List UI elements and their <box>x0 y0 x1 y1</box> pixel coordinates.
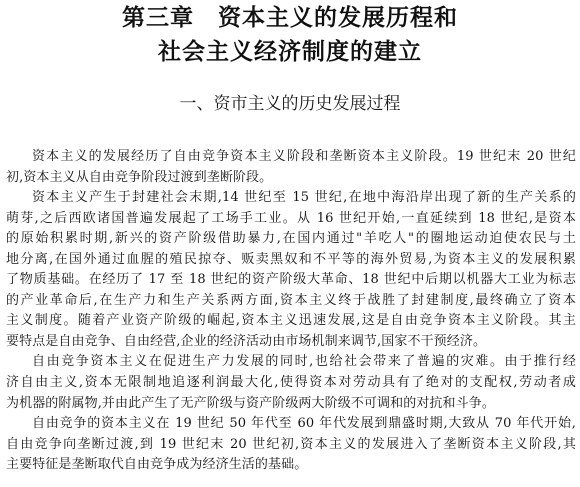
paragraph-4-line: 自由竞争的资本主义在 19 世纪 50 年代至 60 年代发展到鼎盛时期,大致从 70 年代开始, <box>32 416 576 432</box>
paragraph-2-line: 的原始积累时期,新兴的资产阶级借助暴力,在国内通过"羊吃人"的圈地运动迫使农民与土 <box>6 231 576 247</box>
paragraph-2-line: 要特点是自由竞争、自由经营,企业的经济活动由市场机制来调节,国家不干预经济。 <box>6 333 487 349</box>
paragraph-2-line: 萌芽,之后西欧诸国普遍发展起了工场手工业。从 16 世纪开始,一直延续到 18 世纪,是资本 <box>6 210 576 226</box>
paragraph-2-line: 的产业革命后,在生产力和生产关系两方面,资本主义终于战胜了封建制度,最终确立了资本 <box>6 292 576 308</box>
body-text <box>6 147 576 476</box>
paragraph-4-line: 自由竞争向垄断过渡,到 19 世纪末 20 世纪初,资本主义的发展进入了垄断资本主义阶段,其 <box>6 436 576 452</box>
paragraph-4-line: 主要特征是垄断取代自由竞争成为经济生活的基础。 <box>6 457 308 473</box>
paragraph-1-line: 初,资本主义从自由竞争阶段过渡到垄断阶段。 <box>6 169 273 185</box>
paragraph-3-line: 济自由主义,资本无限制地追逐利润最大化,使得资本对劳动具有了绝对的支配权,劳动者成 <box>6 375 576 391</box>
chapter-title-line-2: 社会主义经济制度的建立 <box>158 39 422 65</box>
paragraph-2-line: 地分离,在国外通过血腥的殖民掠夺、贩卖黑奴和不平等的海外贸易,为资本主义的发展积累 <box>6 251 576 267</box>
section-heading: 一、资市主义的历史发展过程 <box>179 94 401 114</box>
chapter-title-line-1: 第三章 资本主义的发展历程和 <box>122 5 458 31</box>
paragraph-3-line: 为机器的附属物,并由此产生了无产阶级与资产阶级两大阶级不可调和的对抗和斗争。 <box>6 395 495 411</box>
paragraph-2-line: 资本主义产生于封建社会末期,14 世纪至 15 世纪,在地中海沿岸出现了新的生产关系的 <box>32 190 576 206</box>
paragraph-2-line: 主义制度。随着产业资产阶级的崛起,资本主义迅速发展,这是自由竞争资本主义阶段。其主 <box>6 313 576 329</box>
paragraph-2-line: 了物质基础。在经历了 17 至 18 世纪的资产阶级大革命、18 世纪中后期以机器大工业为标志 <box>6 272 576 288</box>
paragraph-1-line: 资本主义的发展经历了自由竞争资本主义阶段和垄断资本主义阶段。19 世纪末 20 世纪 <box>32 149 576 164</box>
paragraph-3-line: 自由竞争资本主义在促进生产力发展的同时,也给社会带来了普遍的灾难。由于推行经 <box>32 354 576 370</box>
